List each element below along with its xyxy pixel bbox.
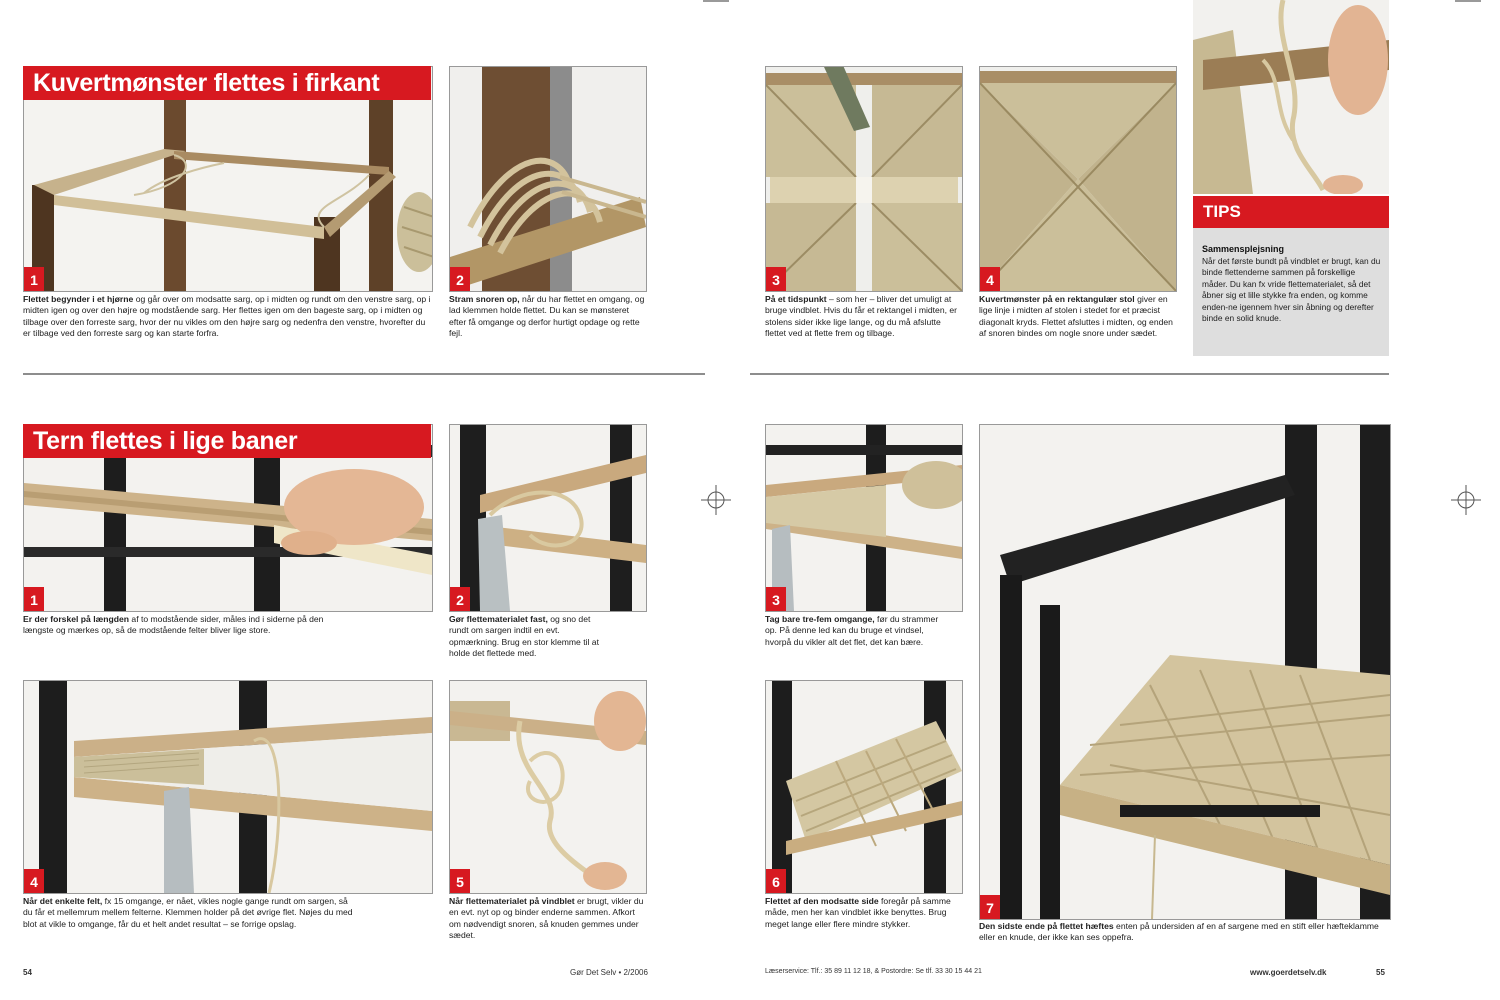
caption-text: – som her – bliver det umuligt at bruge vindblet. Hvis du får et rektangel i midten, er stolens sider ikke lige lange, og du må afslutte flettet ved at flette frem og tilbage. [765,294,958,339]
photo-step-b5 [449,680,647,894]
caption-text: enten på undersiden af en af sargene med en stift eller hæfteklamme eller en knude, der ikke kan ses oppefra. [979,921,1379,943]
caption-lead: Er der forskel på længden [23,614,130,624]
step-number-badge: 1 [24,267,44,291]
caption-step-a4 [979,294,1175,340]
caption-step-a1 [23,294,433,340]
caption-lead: På et tidspunkt [765,294,827,304]
step-number-badge: 5 [450,869,470,893]
photo-step-b7 [979,424,1391,920]
photo-step-b3 [765,424,963,612]
step-number-badge: 3 [766,267,786,291]
caption-text: og sno det rundt om sargen indtil en evt. opmærkning. Brug en stor klemme til at holde det flettede med. [449,614,599,659]
footer-url[interactable]: www.goerdetselv.dk [1250,968,1327,977]
caption-step-b2 [449,614,609,660]
caption-step-a2 [449,294,645,340]
tips-title: Sammensplejsning [1202,244,1285,254]
caption-lead: Tag bare tre-fem omgange, [765,614,875,624]
photo-step-a4 [979,66,1177,292]
step-number-badge: 1 [24,587,44,611]
step-number-badge: 4 [980,267,1000,291]
caption-step-b3 [765,614,945,648]
tips-heading: TIPS [1193,196,1389,228]
caption-step-b4 [23,896,353,930]
crop-mark [1455,0,1481,2]
caption-lead: Når flettematerialet på vindblet [449,896,575,906]
caption-lead: Flettet af den modsatte side [765,896,879,906]
section-divider-right [750,373,1389,375]
footer-magazine: Gør Det Selv • 2/2006 [570,968,648,977]
caption-text: fx 15 omgange, er nået, vikles nogle gange rundt om sargen, så du får et mellemrum mellem felterne. Klemmen holder på det øvrige flet. Nøjes du med blot at vikle to omgange, får du et helt andet resultat – se forrige opslag. [23,896,353,929]
step-number-badge: 2 [450,587,470,611]
caption-lead: Kuvertmønster på en rektangulær stol [979,294,1135,304]
caption-lead: Gør flettematerialet fast, [449,614,548,624]
crop-mark [703,0,729,2]
caption-lead: Flettet begynder i et hjørne [23,294,134,304]
photo-step-b4 [23,680,433,894]
registration-mark-icon [1451,485,1481,515]
step-number-badge: 3 [766,587,786,611]
caption-text: før du strammer op. På denne led kan du bruge et vindsel, hvorpå du vikler alt det flet, det kan bære. [765,614,939,647]
caption-text: og går over om modsatte sarg, op i midten og rundt om den venstre sarg, op i midten igen og over den højre og modstående sarg. Her flettes igen om den bageste sarg, op i midten og tilbage over den forreste sarg, hvor der nu vikles om den højre sarg og nedenfra den venstre, hvorefter du er tilbage ved den forreste sarg og kan starte forfra. [23,294,431,339]
footer-page-number-left: 54 [23,968,32,977]
footer-page-number-right: 55 [1376,968,1385,977]
section-divider-left [23,373,705,375]
step-number-badge: 7 [980,895,1000,919]
caption-step-a3 [765,294,961,340]
caption-text: foregår på samme måde, men her kan vindblet ikke benyttes. Brug meget lange eller flere mindre stykker. [765,896,951,929]
caption-step-b1 [23,614,353,637]
footer-reader-service: Læserservice: Tlf.: 35 89 11 12 18, & Postordre: Se tlf. 33 30 15 44 21 [765,968,982,975]
photo-tips [1193,0,1389,194]
tips-text: Når det første bundt på vindblet er brugt, kan du binde flettenderne sammen på forskellige måder. Du kan fx vride flettematerialet, så det åbner sig et lille stykke fra enden, og komme enden-ne igennem hver sin åbning og derefter binde en solid knude. [1202,256,1381,324]
section-title-kuvertmonster: Kuvertmønster flettes i firkant [23,66,431,100]
caption-step-b5 [449,896,645,942]
photo-step-a3 [765,66,963,292]
step-number-badge: 6 [766,869,786,893]
caption-text: af to modstående sider, måles ind i siderne på den længste og mærkes op, så de modstående felter bliver lige store. [23,614,324,636]
photo-step-b6 [765,680,963,894]
section-title-tern: Tern flettes i lige baner [23,424,431,458]
step-number-badge: 2 [450,267,470,291]
caption-lead: Stram snoren op, [449,294,520,304]
photo-step-b2 [449,424,647,612]
caption-text: når du har flettet en omgang, og lad klemmen holde flettet. Du kan se mønsteret efter få omgange og derfor hurtigt opdage og rette fejl. [449,294,645,339]
caption-lead: Når det enkelte felt, [23,896,103,906]
caption-step-b6 [765,896,961,930]
caption-text: giver en lige linje i midten af stolen i stedet for et præcist diagonalt kryds. Flettet afsluttes i midten, og enden af snoren bindes om nogle snore under sædet. [979,294,1173,339]
caption-step-b7 [979,921,1389,944]
caption-text: er brugt, vikler du en evt. nyt op og binder enderne sammen. Afkort om nødvendigt snoren, så knuden gemmes under sædet. [449,896,644,941]
caption-lead: Den sidste ende på flettet hæftes [979,921,1114,931]
registration-mark-icon [701,485,731,515]
photo-step-a2 [449,66,647,292]
step-number-badge: 4 [24,869,44,893]
